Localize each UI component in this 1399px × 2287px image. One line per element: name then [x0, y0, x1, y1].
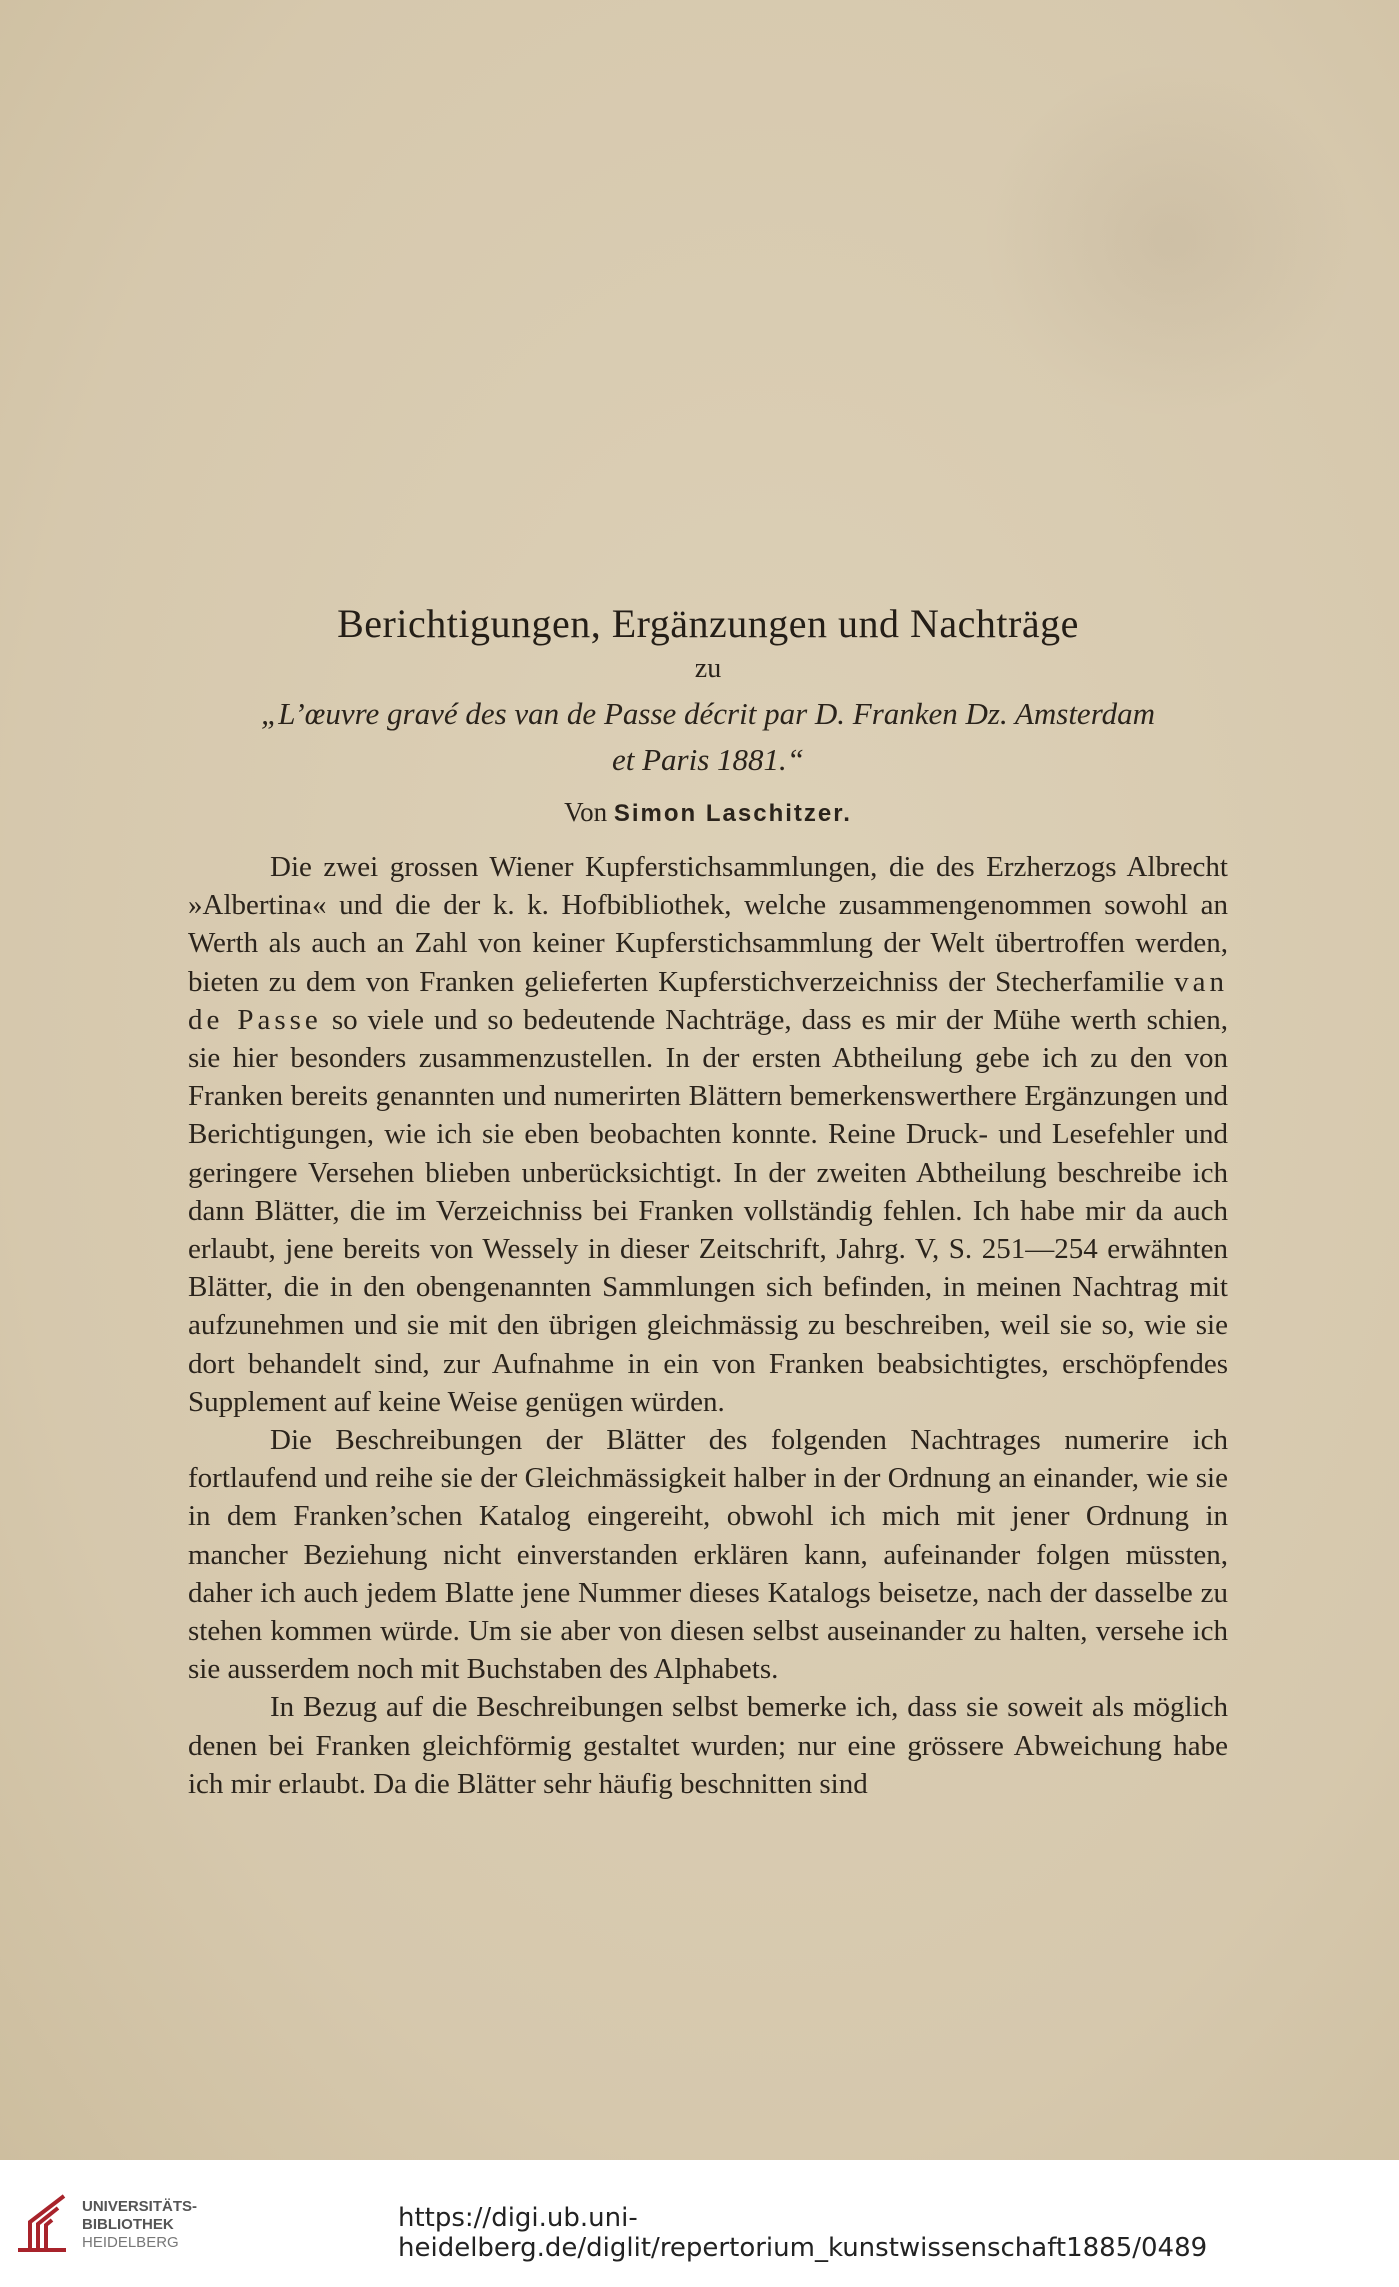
logo-line-3: HEIDELBERG — [82, 2234, 179, 2251]
paragraph-1 — [188, 848, 1228, 1421]
author-line — [188, 797, 1228, 828]
paragraph-2: Die Beschreibungen der Blätter des folgenden Nachtrages numerire ich fortlaufend und reihe sie der Gleichmässigkeit halber in der Ordnung an einander, wie sie in dem Franken’schen Katalog eingereiht, obwohl ich mich mit jener Ordnung in mancher Beziehung nicht einverstanden erklären kann, aufeinander folgen müssten, daher ich auch jedem Blatte jene Nummer dieses Katalogs beisetze, nach der dasselbe zu stehen kommen würde. Um sie aber von diesen selbst auseinander zu halten, versehe ich sie ausserdem noch mit Buchstaben des Alphabets. — [188, 1424, 1228, 1686]
university-library-name[interactable] — [82, 2198, 197, 2252]
university-library-logo-icon[interactable] — [14, 2192, 70, 2254]
referenced-work-line-2: et Paris 1881.“ — [611, 742, 805, 777]
article-title: Berichtigungen, Ergänzungen und Nachträge — [337, 601, 1079, 646]
paragraph-3: In Bezug auf die Beschreibungen selbst bemerke ich, dass sie soweit als möglich denen bei Franken gleichförmig gestaltet wurden; nur eine grössere Abweichung habe ich mir erlaubt. Da die Blätter sehr häufig beschnitten sind — [188, 1691, 1228, 1800]
referenced-work-line-1: „L’œuvre gravé des van de Passe décrit par D. Franken Dz. Amsterdam — [261, 696, 1155, 731]
bleed-through-shadow — [980, 60, 1360, 420]
author-name: Simon Laschitzer. — [613, 800, 852, 827]
author-prefix: Von — [564, 797, 608, 827]
title-connector: zu — [694, 653, 722, 684]
referenced-work — [188, 691, 1228, 783]
article-body — [188, 600, 1228, 1803]
paragraph-1-part-a: Die zwei grossen Wiener Kupferstichsammlungen, die des Erzherzogs Albrecht »Albertina« und die der k. k. Hofbibliothek, welche zusammengenommen sowohl an Werth als auch an Zahl von keiner Kupferstichsammlung der Welt übertroffen werden, bieten zu dem von Franken gelieferten Kupferstichverzeichniss der Stecherfamilie — [188, 851, 1228, 998]
logo-line-2: BIBLIOTHEK — [82, 2216, 174, 2233]
logo-line-1: UNIVERSITÄTS- — [82, 2198, 198, 2215]
paragraph-1-spaced-name: van de Passe — [188, 965, 1228, 1036]
source-url-link[interactable]: https://digi.ub.uni-heidelberg.de/diglit/repertorium_kunstwissenschaft1885/0489 — [398, 2203, 1208, 2263]
paragraph-1-part-b: so viele und so bedeutende Nachträge, dass es mir der Mühe werth schien, sie hier besonders zusammenzustellen. In der ersten Abtheilung gebe ich zu den von Franken bereits genannten und numerirten Blättern bemerkenswerthere Ergänzungen und Berichtigungen, wie ich sie eben beobachten konnte. Reine Druck- und Lesefehler und geringere Versehen blieben unberücksichtigt. In der zweiten Abtheilung beschreibe ich dann Blätter, die im Verzeichniss bei Franken vollständig fehlen. Ich habe mir da auch erlaubt, jene bereits von Wessely in dieser Zeitschrift, Jahrg. V, S. 251—254 erwähnten Blätter, die in den obengenannten Sammlungen sich befinden, in meinen Nachtrag mit aufzunehmen und sie mit den übrigen gleichmässig zu beschreiben, weil sie so, wie sie dort behandelt sind, zur Aufnahme in ein von Franken beabsichtigtes, erschöpfendes Supplement auf keine Weise genügen würden. — [188, 1003, 1228, 1418]
